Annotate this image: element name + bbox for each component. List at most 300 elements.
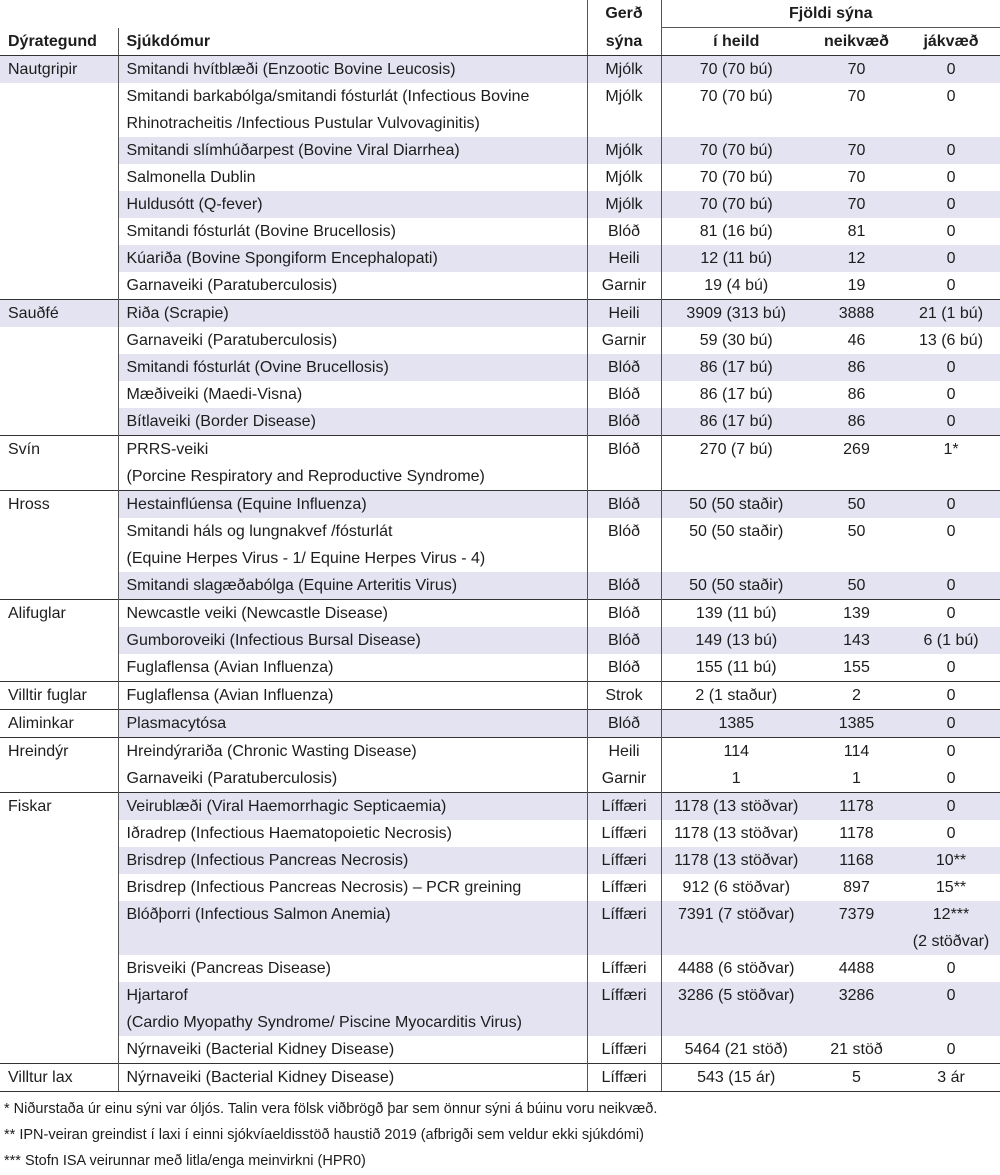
positive-text: 0 [946, 577, 956, 594]
sample-type-cell [587, 300, 661, 328]
positive-text: 13 (6 bú) [918, 332, 984, 349]
positive-text: 0 [946, 61, 956, 78]
positive-text: 0 [946, 687, 956, 704]
negative-text: 4488 [838, 960, 875, 977]
table-row [0, 518, 1000, 572]
species-cell [0, 1064, 118, 1092]
total-cell [661, 955, 811, 982]
positive-text: 0 [946, 770, 956, 787]
total-cell [661, 327, 811, 354]
table-row [0, 381, 1000, 408]
total-text: 70 (70 bú) [699, 88, 773, 105]
negative-cell [811, 982, 902, 1036]
positive-cell [902, 436, 1000, 491]
negative-cell [811, 408, 902, 436]
total-text: 50 (50 staðir) [689, 496, 784, 513]
disease-cell [118, 56, 587, 84]
total-text: 155 (11 bú) [695, 659, 777, 676]
positive-text: 0 [946, 659, 956, 676]
table-row [0, 300, 1000, 328]
sample-type-cell [587, 982, 661, 1036]
positive-text: 0 [946, 169, 956, 186]
total-text: 70 (70 bú) [699, 142, 773, 159]
positive-cell [902, 654, 1000, 682]
positive-text: 0 [946, 1041, 956, 1058]
positive-text: 0 [946, 196, 956, 213]
sample-type-text: Blóð [607, 523, 641, 540]
sample-type-text: Strok [605, 687, 643, 704]
species-cell [0, 56, 118, 84]
negative-cell [811, 600, 902, 628]
species-cell [0, 901, 118, 955]
positive-cell [902, 793, 1000, 821]
negative-cell [811, 83, 902, 137]
table-row [0, 765, 1000, 793]
total-cell [661, 518, 811, 572]
table-row [0, 164, 1000, 191]
negative-text: 50 [847, 577, 866, 594]
positive-cell [902, 245, 1000, 272]
negative-text: 7379 [838, 906, 875, 923]
species-cell [0, 682, 118, 710]
disease-text: Bítlaveiki (Border Disease) [126, 413, 316, 430]
table-row [0, 272, 1000, 300]
species-cell [0, 137, 118, 164]
disease-cell [118, 354, 587, 381]
sample-type-cell [587, 381, 661, 408]
positive-cell [902, 381, 1000, 408]
sample-type-text: Blóð [607, 359, 641, 376]
negative-text: 46 [847, 332, 866, 349]
positive-cell [902, 83, 1000, 137]
species-cell [0, 820, 118, 847]
disease-text: Brisdrep (Infectious Pancreas Necrosis) [126, 852, 409, 869]
negative-cell [811, 272, 902, 300]
species-cell [0, 83, 118, 137]
sample-type-text: Blóð [607, 496, 641, 513]
disease-cell [118, 765, 587, 793]
sample-type-text: Heili [608, 743, 640, 760]
species-text: Nautgripir [8, 61, 78, 78]
total-cell [661, 1064, 811, 1092]
table-row [0, 654, 1000, 682]
positive-cell [902, 901, 1000, 955]
disease-cell [118, 245, 587, 272]
positive-cell [902, 572, 1000, 600]
total-cell [661, 982, 811, 1036]
sample-type-text: Blóð [607, 577, 641, 594]
sample-type-cell [587, 191, 661, 218]
total-cell [661, 191, 811, 218]
negative-text: 155 [843, 659, 870, 676]
sample-type-text: Heili [608, 250, 640, 267]
sample-type-cell [587, 874, 661, 901]
total-text: 543 (15 ár) [697, 1069, 776, 1086]
sample-type-cell [587, 627, 661, 654]
header-disease: Sjúkdómur [118, 28, 587, 56]
species-cell [0, 327, 118, 354]
table-row [0, 1036, 1000, 1064]
sample-type-text: Líffæri [601, 987, 647, 1004]
positive-text: 0 [946, 605, 956, 622]
disease-text: Riða (Scrapie) [126, 305, 229, 322]
disease-text: Brisveiki (Pancreas Disease) [126, 960, 332, 977]
total-cell [661, 245, 811, 272]
footnote-3: *** Stofn ISA veirunnar með litla/enga meinvirkni (HPR0) [4, 1153, 366, 1169]
table-body [0, 56, 1000, 1092]
total-text: 3286 (5 stöðvar) [677, 987, 795, 1004]
sample-type-cell [587, 682, 661, 710]
sample-type-cell [587, 847, 661, 874]
negative-cell [811, 627, 902, 654]
total-cell [661, 901, 811, 955]
positive-text: 0 [946, 743, 956, 760]
total-text: 19 (4 bú) [704, 277, 769, 294]
positive-text: 3 ár [937, 1069, 965, 1086]
positive-cell [902, 738, 1000, 766]
disease-text: Fuglaflensa (Avian Influenza) [126, 687, 334, 704]
table-row [0, 327, 1000, 354]
negative-cell [811, 491, 902, 519]
sample-type-cell [587, 1036, 661, 1064]
disease-cell [118, 436, 587, 491]
positive-cell [902, 847, 1000, 874]
table-row [0, 218, 1000, 245]
negative-text: 1178 [839, 825, 874, 842]
positive-cell [902, 682, 1000, 710]
sample-type-cell [587, 738, 661, 766]
sample-type-text: Heili [608, 305, 640, 322]
disease-cell [118, 600, 587, 628]
negative-text: 143 [843, 632, 870, 649]
negative-text: 3286 [838, 987, 875, 1004]
sample-type-text: Blóð [607, 632, 641, 649]
table-row [0, 682, 1000, 710]
sample-type-text: Blóð [607, 715, 641, 732]
species-cell [0, 518, 118, 572]
negative-text: 70 [847, 142, 866, 159]
positive-cell [902, 491, 1000, 519]
table-row [0, 710, 1000, 738]
species-text: Alifuglar [8, 605, 66, 622]
sample-type-cell [587, 955, 661, 982]
sample-type-text: Líffæri [601, 960, 647, 977]
sample-type-text: Blóð [607, 386, 641, 403]
total-cell [661, 56, 811, 84]
species-text: Villtur lax [8, 1069, 73, 1086]
disease-cell [118, 327, 587, 354]
header-row-bottom [0, 28, 1000, 56]
positive-cell [902, 1036, 1000, 1064]
disease-text: Garnaveiki (Paratuberculosis) [126, 770, 338, 787]
sample-type-cell [587, 354, 661, 381]
sample-type-cell [587, 491, 661, 519]
disease-cell [118, 137, 587, 164]
table-row [0, 491, 1000, 519]
table-row [0, 600, 1000, 628]
sample-type-text: Líffæri [601, 1069, 647, 1086]
positive-cell [902, 710, 1000, 738]
sample-type-text: Mjólk [605, 196, 643, 213]
table-row [0, 191, 1000, 218]
negative-text: 70 [847, 88, 866, 105]
negative-cell [811, 518, 902, 572]
positive-cell [902, 137, 1000, 164]
total-text: 2 (1 staður) [695, 687, 778, 704]
header-species: Dýrategund [0, 28, 118, 56]
sample-type-text: Blóð [607, 605, 641, 622]
sample-type-cell [587, 408, 661, 436]
disease-cell [118, 572, 587, 600]
negative-text: 5 [852, 1069, 861, 1086]
total-text: 70 (70 bú) [699, 169, 773, 186]
positive-cell [902, 272, 1000, 300]
total-text: 81 (16 bú) [699, 223, 773, 240]
total-cell [661, 820, 811, 847]
table-row [0, 955, 1000, 982]
positive-text: 1* [943, 441, 959, 458]
positive-cell [902, 820, 1000, 847]
positive-cell [902, 56, 1000, 84]
total-cell [661, 654, 811, 682]
disease-text: Huldusótt (Q-fever) [126, 196, 263, 213]
positive-cell [902, 327, 1000, 354]
negative-text: 81 [847, 223, 866, 240]
negative-cell [811, 436, 902, 491]
species-cell [0, 765, 118, 793]
positive-text: 0 [946, 798, 956, 815]
negative-text: 1 [852, 770, 861, 787]
species-cell [0, 847, 118, 874]
negative-cell [811, 654, 902, 682]
negative-cell [811, 300, 902, 328]
disease-text: Smitandi fósturlát (Ovine Brucellosis) [126, 359, 389, 376]
total-text: 139 (11 bú) [695, 605, 777, 622]
total-text: 1178 (13 stöðvar) [674, 852, 799, 869]
negative-cell [811, 191, 902, 218]
sample-type-cell [587, 572, 661, 600]
total-text: 149 (13 bú) [695, 632, 778, 649]
total-text: 7391 (7 stöðvar) [677, 906, 795, 923]
positive-text: 0 [946, 88, 956, 105]
disease-text: Newcastle veiki (Newcastle Disease) [126, 605, 388, 622]
positive-cell [902, 191, 1000, 218]
negative-text: 70 [847, 61, 866, 78]
footnotes [4, 1096, 657, 1174]
species-text: Svín [8, 441, 41, 458]
positive-text: 0 [946, 386, 956, 403]
sample-type-cell [587, 600, 661, 628]
disease-text: Salmonella Dublin [126, 169, 256, 186]
sample-type-text: Garnir [601, 770, 647, 787]
positive-text: 10** [935, 852, 967, 869]
total-text: 59 (30 bú) [699, 332, 773, 349]
negative-text: 70 [847, 169, 866, 186]
positive-cell [902, 1064, 1000, 1092]
header-total: í heild [661, 28, 811, 56]
sample-type-cell [587, 164, 661, 191]
sample-type-text: Líffæri [601, 825, 647, 842]
positive-text: 0 [946, 987, 956, 1004]
negative-text: 50 [847, 523, 866, 540]
positive-text: 0 [946, 250, 956, 267]
species-cell [0, 982, 118, 1036]
sample-type-cell [587, 218, 661, 245]
disease-text: Smitandi slímhúðarpest (Bovine Viral Diarrhea) [126, 142, 460, 159]
disease-text: Smitandi hvítblæði (Enzootic Bovine Leucosis) [126, 61, 456, 78]
table-row [0, 436, 1000, 491]
positive-text: 0 [946, 715, 956, 732]
negative-text: 86 [847, 386, 866, 403]
disease-text: Brisdrep (Infectious Pancreas Necrosis) – PCR greining [126, 879, 522, 896]
disease-text: Plasmacytósa [126, 715, 227, 732]
disease-text: PRRS-veiki [126, 441, 209, 458]
disease-cell [118, 874, 587, 901]
total-text: 1385 [718, 715, 755, 732]
sample-type-cell [587, 83, 661, 137]
table-row [0, 874, 1000, 901]
negative-cell [811, 572, 902, 600]
table-row [0, 738, 1000, 766]
species-cell [0, 710, 118, 738]
negative-cell [811, 164, 902, 191]
sample-type-cell [587, 56, 661, 84]
disease-cell [118, 164, 587, 191]
table-row [0, 56, 1000, 84]
total-text: 70 (70 bú) [699, 61, 773, 78]
positive-cell [902, 600, 1000, 628]
negative-text: 19 [847, 277, 866, 294]
disease-text-line2: (Cardio Myopathy Syndrome/ Piscine Myocarditis Virus) [126, 1014, 522, 1031]
sample-type-text: Blóð [607, 413, 641, 430]
negative-cell [811, 955, 902, 982]
negative-text: 897 [843, 879, 870, 896]
negative-cell [811, 1036, 902, 1064]
species-cell [0, 654, 118, 682]
negative-text: 1178 [839, 798, 874, 815]
disease-text: Fuglaflensa (Avian Influenza) [126, 659, 334, 676]
negative-cell [811, 847, 902, 874]
species-cell [0, 408, 118, 436]
disease-cell [118, 820, 587, 847]
disease-cell [118, 901, 587, 955]
total-text: 4488 (6 stöðvar) [677, 960, 795, 977]
total-cell [661, 354, 811, 381]
negative-text: 1168 [839, 852, 874, 869]
species-cell [0, 354, 118, 381]
disease-text: Iðradrep (Infectious Haematopoietic Necrosis) [126, 825, 452, 842]
disease-text: Smitandi barkabólga/smitandi fósturlát (Infectious Bovine [126, 88, 530, 105]
positive-text: 0 [946, 825, 956, 842]
disease-cell [118, 627, 587, 654]
disease-text: Hestainflúensa (Equine Influenza) [126, 496, 367, 513]
negative-cell [811, 137, 902, 164]
table-row [0, 572, 1000, 600]
total-text: 114 [723, 743, 749, 760]
species-cell [0, 874, 118, 901]
positive-cell [902, 518, 1000, 572]
negative-text: 50 [847, 496, 866, 513]
total-text: 86 (17 bú) [699, 413, 773, 430]
total-cell [661, 793, 811, 821]
positive-cell [902, 408, 1000, 436]
negative-cell [811, 793, 902, 821]
total-cell [661, 627, 811, 654]
table-row [0, 1064, 1000, 1092]
total-text: 5464 (21 stöð) [684, 1041, 788, 1058]
total-text: 50 (50 staðir) [689, 523, 784, 540]
header-sample-count-group: Fjöldi sýna [661, 0, 1000, 28]
disease-text: Garnaveiki (Paratuberculosis) [126, 332, 338, 349]
species-cell [0, 191, 118, 218]
sample-type-cell [587, 793, 661, 821]
positive-cell [902, 164, 1000, 191]
sample-type-cell [587, 272, 661, 300]
species-cell [0, 436, 118, 491]
total-cell [661, 847, 811, 874]
disease-cell [118, 381, 587, 408]
negative-text: 3888 [838, 305, 875, 322]
sample-type-cell [587, 901, 661, 955]
sample-type-cell [587, 137, 661, 164]
species-text: Sauðfé [8, 305, 59, 322]
table-row [0, 245, 1000, 272]
table-row [0, 354, 1000, 381]
total-cell [661, 572, 811, 600]
positive-cell [902, 874, 1000, 901]
species-cell [0, 793, 118, 821]
sample-type-text: Mjólk [605, 142, 643, 159]
negative-text: 86 [847, 413, 866, 430]
total-text: 86 (17 bú) [699, 359, 773, 376]
positive-cell [902, 300, 1000, 328]
negative-cell [811, 874, 902, 901]
total-cell [661, 137, 811, 164]
disease-cell [118, 738, 587, 766]
sample-type-text: Líffæri [601, 906, 647, 923]
header-blank-disease [118, 0, 587, 28]
positive-cell [902, 627, 1000, 654]
disease-text: Smitandi slagæðabólga (Equine Arteritis Virus) [126, 577, 458, 594]
disease-cell [118, 654, 587, 682]
species-cell [0, 572, 118, 600]
positive-text: 21 (1 bú) [918, 305, 984, 322]
disease-cell [118, 408, 587, 436]
sample-type-text: Garnir [601, 277, 647, 294]
total-text: 70 (70 bú) [699, 196, 773, 213]
sample-type-text: Mjólk [605, 61, 643, 78]
disease-cell [118, 710, 587, 738]
species-cell [0, 955, 118, 982]
table-row [0, 137, 1000, 164]
disease-text: Veirublæði (Viral Haemorrhagic Septicaemia) [126, 798, 447, 815]
sample-type-text: Mjólk [605, 169, 643, 186]
negative-text: 86 [847, 359, 866, 376]
sample-type-text: Blóð [607, 659, 641, 676]
positive-text: 0 [946, 413, 956, 430]
header-positive: jákvæð [902, 28, 1000, 56]
disease-text: Gumboroveiki (Infectious Bursal Disease) [126, 632, 421, 649]
positive-text: 0 [946, 960, 956, 977]
total-cell [661, 1036, 811, 1064]
positive-cell [902, 354, 1000, 381]
header-blank-species [0, 0, 118, 28]
positive-cell [902, 955, 1000, 982]
species-text: Villtir fuglar [8, 687, 87, 704]
species-cell [0, 164, 118, 191]
negative-text: 114 [843, 743, 870, 760]
species-text: Hross [8, 496, 50, 513]
